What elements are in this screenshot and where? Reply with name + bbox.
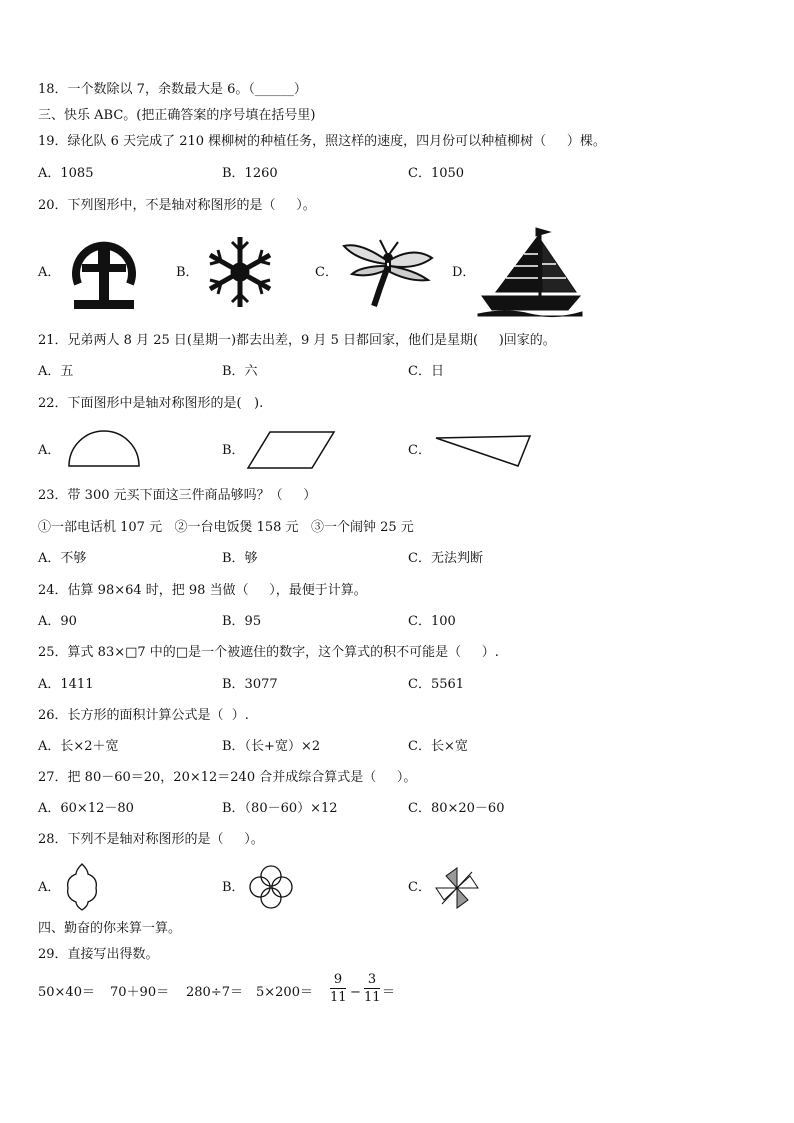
snowflake-icon	[200, 232, 280, 312]
q19-option-c[interactable]: C．1050	[408, 166, 465, 181]
parallelogram-shape	[246, 430, 338, 470]
section-4-heading: 四、勤奋的你来算一算。	[38, 921, 182, 936]
q25-option-a[interactable]: A．1411	[38, 677, 94, 692]
q23-option-b[interactable]: B．够	[222, 551, 258, 566]
fraction-three-elevenths	[364, 972, 380, 1005]
q26-option-b[interactable]: B．（长+宽）×2	[222, 739, 321, 754]
equals-sign: ＝	[382, 985, 396, 1000]
q24-option-c[interactable]: C．100	[408, 614, 456, 629]
q25-option-b[interactable]: B．3077	[222, 677, 278, 692]
q22-option-c[interactable]: C．	[408, 443, 431, 458]
question-24: 24．估算 98×64 时，把 98 当做（ ），最便于计算。	[38, 583, 367, 598]
calc-item-1: 50×40＝	[38, 985, 95, 1000]
q26-option-c[interactable]: C．长×宽	[408, 739, 468, 754]
q21-option-a[interactable]: A．五	[38, 364, 74, 379]
q24-option-a[interactable]: A．90	[38, 614, 77, 629]
q28-option-c[interactable]: C．	[408, 880, 431, 895]
question-28: 28．下列不是轴对称图形的是（ ）。	[38, 832, 264, 847]
question-18: 18．一个数除以 7，余数最大是 6。（______）	[38, 82, 307, 97]
triangle-shape	[434, 434, 534, 470]
question-22: 22．下面图形中是轴对称图形的是( ).	[38, 396, 264, 411]
calc-item-3: 280÷7＝	[186, 985, 243, 1000]
question-25: 25．算式 83×□7 中的□是一个被遮住的数字，这个算式的积不可能是（ ）.	[38, 645, 499, 660]
q28-option-a[interactable]: A．	[38, 880, 61, 895]
q27-option-c[interactable]: C．80×20－60	[408, 801, 505, 816]
question-21: 21．兄弟两人 8 月 25 日(星期一)都去出差，9 月 5 日都回家，他们是星期( )回家的。	[38, 333, 556, 348]
fraction-2-denominator: 11	[364, 990, 381, 1005]
question-26: 26．长方形的面积计算公式是（ ）.	[38, 708, 249, 723]
calc-item-4: 5×200＝	[256, 985, 313, 1000]
railway-logo-icon	[64, 232, 144, 314]
q25-option-c[interactable]: C．5561	[408, 677, 465, 692]
pinwheel-shape	[432, 864, 482, 912]
question-27: 27．把 80－60＝20，20×12＝240 合并成综合算式是（ ）。	[38, 770, 417, 785]
q27-option-b[interactable]: B．（80－60）×12	[222, 801, 338, 816]
section-3-heading: 三、快乐 ABC。(把正确答案的序号填在括号里)	[38, 108, 316, 123]
q23-option-a[interactable]: A．不够	[38, 551, 87, 566]
minus-sign: −	[350, 985, 361, 1000]
q20-option-a[interactable]: A．	[38, 265, 61, 280]
fraction-2-numerator: 3	[367, 972, 377, 987]
fraction-nine-elevenths	[330, 972, 346, 1005]
q20-option-d[interactable]: D．	[452, 265, 476, 280]
q20-option-c[interactable]: C．	[315, 265, 338, 280]
q26-option-a[interactable]: A．长×2＋宽	[38, 739, 119, 754]
q23-option-c[interactable]: C．无法判断	[408, 551, 483, 566]
q19-option-a[interactable]: A．1085	[38, 166, 94, 181]
q23-items: ①一部电话机 107 元 ②一台电饭煲 158 元 ③一个闹钟 25 元	[38, 520, 414, 535]
q21-option-c[interactable]: C．日	[408, 364, 444, 379]
q22-option-a[interactable]: A．	[38, 443, 61, 458]
question-29: 29．直接写出得数。	[38, 947, 159, 962]
sailboat-icon	[476, 226, 584, 318]
dragonfly-icon	[340, 236, 436, 310]
question-19: 19．绿化队 6 天完成了 210 棵柳树的种植任务，照这样的速度，四月份可以种植柳树（ ）棵。	[38, 134, 606, 149]
calc-item-2: 70＋90＝	[110, 985, 170, 1000]
fraction-1-numerator: 9	[333, 972, 343, 987]
question-20: 20．下列图形中，不是轴对称图形的是（ ）。	[38, 198, 316, 213]
q21-option-b[interactable]: B．六	[222, 364, 258, 379]
q28-option-b[interactable]: B．	[222, 880, 245, 895]
fraction-1-denominator: 11	[330, 990, 347, 1005]
q19-option-b[interactable]: B．1260	[222, 166, 278, 181]
vase-outline-shape	[64, 862, 100, 912]
q27-option-a[interactable]: A．60×12－80	[38, 801, 134, 816]
semicircle-shape	[66, 428, 142, 470]
q22-option-b[interactable]: B．	[222, 443, 245, 458]
four-circle-flower-shape	[248, 864, 294, 910]
question-23: 23．带 300 元买下面这三件商品够吗？（ ）	[38, 488, 317, 503]
q20-option-b[interactable]: B．	[176, 265, 199, 280]
q24-option-b[interactable]: B．95	[222, 614, 262, 629]
